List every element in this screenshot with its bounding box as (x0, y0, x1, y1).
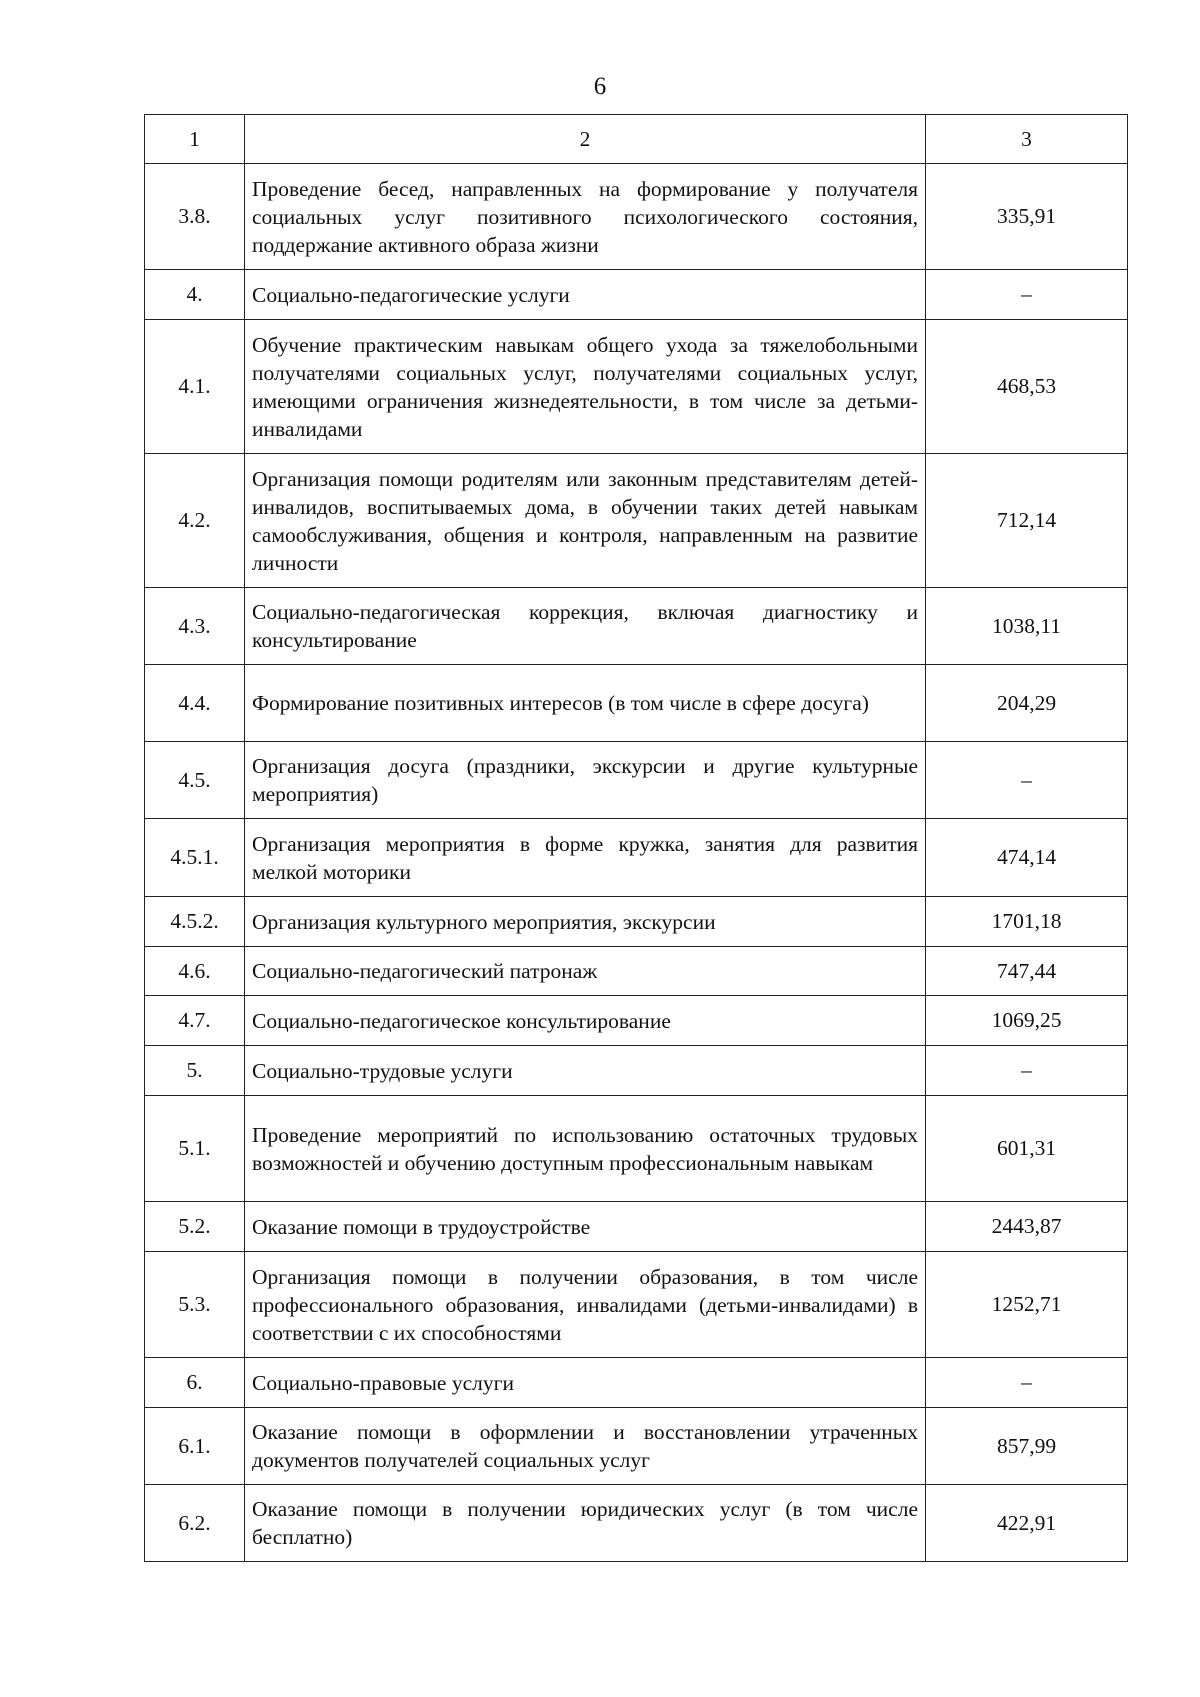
service-price: 422,91 (926, 1485, 1128, 1562)
service-price: 474,14 (926, 819, 1128, 897)
table-row (145, 897, 1128, 947)
service-description: Организация культурного мероприятия, экскурсии (245, 897, 926, 947)
table-row (145, 1252, 1128, 1358)
table-row (145, 1408, 1128, 1485)
service-description: Социально-правовые услуги (245, 1358, 926, 1408)
service-description: Организация помощи родителям или законным представителям детей-инвалидов, воспитываемых дома, в обучении таких детей навыкам самообслуживания, общения и контроля, направленным на развитие личности (245, 454, 926, 588)
table-row (145, 947, 1128, 996)
service-price: – (926, 1358, 1128, 1408)
row-number: 4.5. (145, 742, 245, 819)
column-header-price: 3 (926, 115, 1128, 164)
table-row (145, 270, 1128, 320)
table-row (145, 1485, 1128, 1562)
service-description: Оказание помощи в получении юридических услуг (в том числе бесплатно) (245, 1485, 926, 1562)
service-price: 204,29 (926, 665, 1128, 742)
service-description: Оказание помощи в трудоустройстве (245, 1202, 926, 1252)
row-number: 4.1. (145, 320, 245, 454)
row-number: 4.5.1. (145, 819, 245, 897)
service-price: 1701,18 (926, 897, 1128, 947)
table-row (145, 164, 1128, 270)
service-price: 712,14 (926, 454, 1128, 588)
service-description: Оказание помощи в оформлении и восстановлении утраченных документов получателей социальных услуг (245, 1408, 926, 1485)
row-number: 5.1. (145, 1096, 245, 1202)
service-description: Социально-педагогическое консультирование (245, 996, 926, 1046)
service-description: Организация мероприятия в форме кружка, занятия для развития мелкой моторики (245, 819, 926, 897)
service-description: Проведение бесед, направленных на формирование у получателя социальных услуг позитивного психологического состояния, поддержание активного образа жизни (245, 164, 926, 270)
table-row (145, 1096, 1128, 1202)
service-description: Социально-педагогические услуги (245, 270, 926, 320)
service-price: 747,44 (926, 947, 1128, 996)
service-price: 857,99 (926, 1408, 1128, 1485)
row-number: 3.8. (145, 164, 245, 270)
page-number: 6 (593, 73, 607, 100)
service-description: Обучение практическим навыкам общего ухода за тяжелобольными получателями социальных услуг, получателями социальных услуг, имеющими ограничения жизнедеятельности, в том числе за детьми-инвалидами (245, 320, 926, 454)
column-header-service: 2 (245, 115, 926, 164)
table-row (145, 1046, 1128, 1096)
row-number: 6.2. (145, 1485, 245, 1562)
table-row (145, 1358, 1128, 1408)
table-row (145, 1202, 1128, 1252)
row-number: 6. (145, 1358, 245, 1408)
table-row (145, 320, 1128, 454)
row-number: 5.2. (145, 1202, 245, 1252)
service-price: – (926, 742, 1128, 819)
service-price: 335,91 (926, 164, 1128, 270)
table-row (145, 742, 1128, 819)
service-price: 2443,87 (926, 1202, 1128, 1252)
service-price: 468,53 (926, 320, 1128, 454)
column-header-number: 1 (145, 115, 245, 164)
service-description: Социально-педагогический патронаж (245, 947, 926, 996)
row-number: 4.5.2. (145, 897, 245, 947)
row-number: 5.3. (145, 1252, 245, 1358)
service-description: Социально-педагогическая коррекция, включая диагностику и консультирование (245, 588, 926, 665)
service-description: Организация помощи в получении образования, в том числе профессионального образования, инвалидами (детьми-инвалидами) в соответствии с их способностями (245, 1252, 926, 1358)
table-header-row (145, 115, 1128, 164)
table-row (145, 996, 1128, 1046)
row-number: 6.1. (145, 1408, 245, 1485)
row-number: 4.3. (145, 588, 245, 665)
table-row (145, 665, 1128, 742)
service-description: Организация досуга (праздники, экскурсии и другие культурные мероприятия) (245, 742, 926, 819)
service-price: – (926, 270, 1128, 320)
service-price: – (926, 1046, 1128, 1096)
row-number: 4.4. (145, 665, 245, 742)
row-number: 4.2. (145, 454, 245, 588)
service-price: 1069,25 (926, 996, 1128, 1046)
service-description: Проведение мероприятий по использованию остаточных трудовых возможностей и обучению доступным профессиональным навыкам (245, 1096, 926, 1202)
service-description: Формирование позитивных интересов (в том числе в сфере досуга) (245, 665, 926, 742)
row-number: 4.7. (145, 996, 245, 1046)
row-number: 4. (145, 270, 245, 320)
row-number: 5. (145, 1046, 245, 1096)
service-price: 1252,71 (926, 1252, 1128, 1358)
table-row (145, 454, 1128, 588)
service-price: 1038,11 (926, 588, 1128, 665)
table-row (145, 819, 1128, 897)
service-price: 601,31 (926, 1096, 1128, 1202)
row-number: 4.6. (145, 947, 245, 996)
table-row (145, 588, 1128, 665)
service-description: Социально-трудовые услуги (245, 1046, 926, 1096)
services-price-table (144, 114, 1128, 1562)
